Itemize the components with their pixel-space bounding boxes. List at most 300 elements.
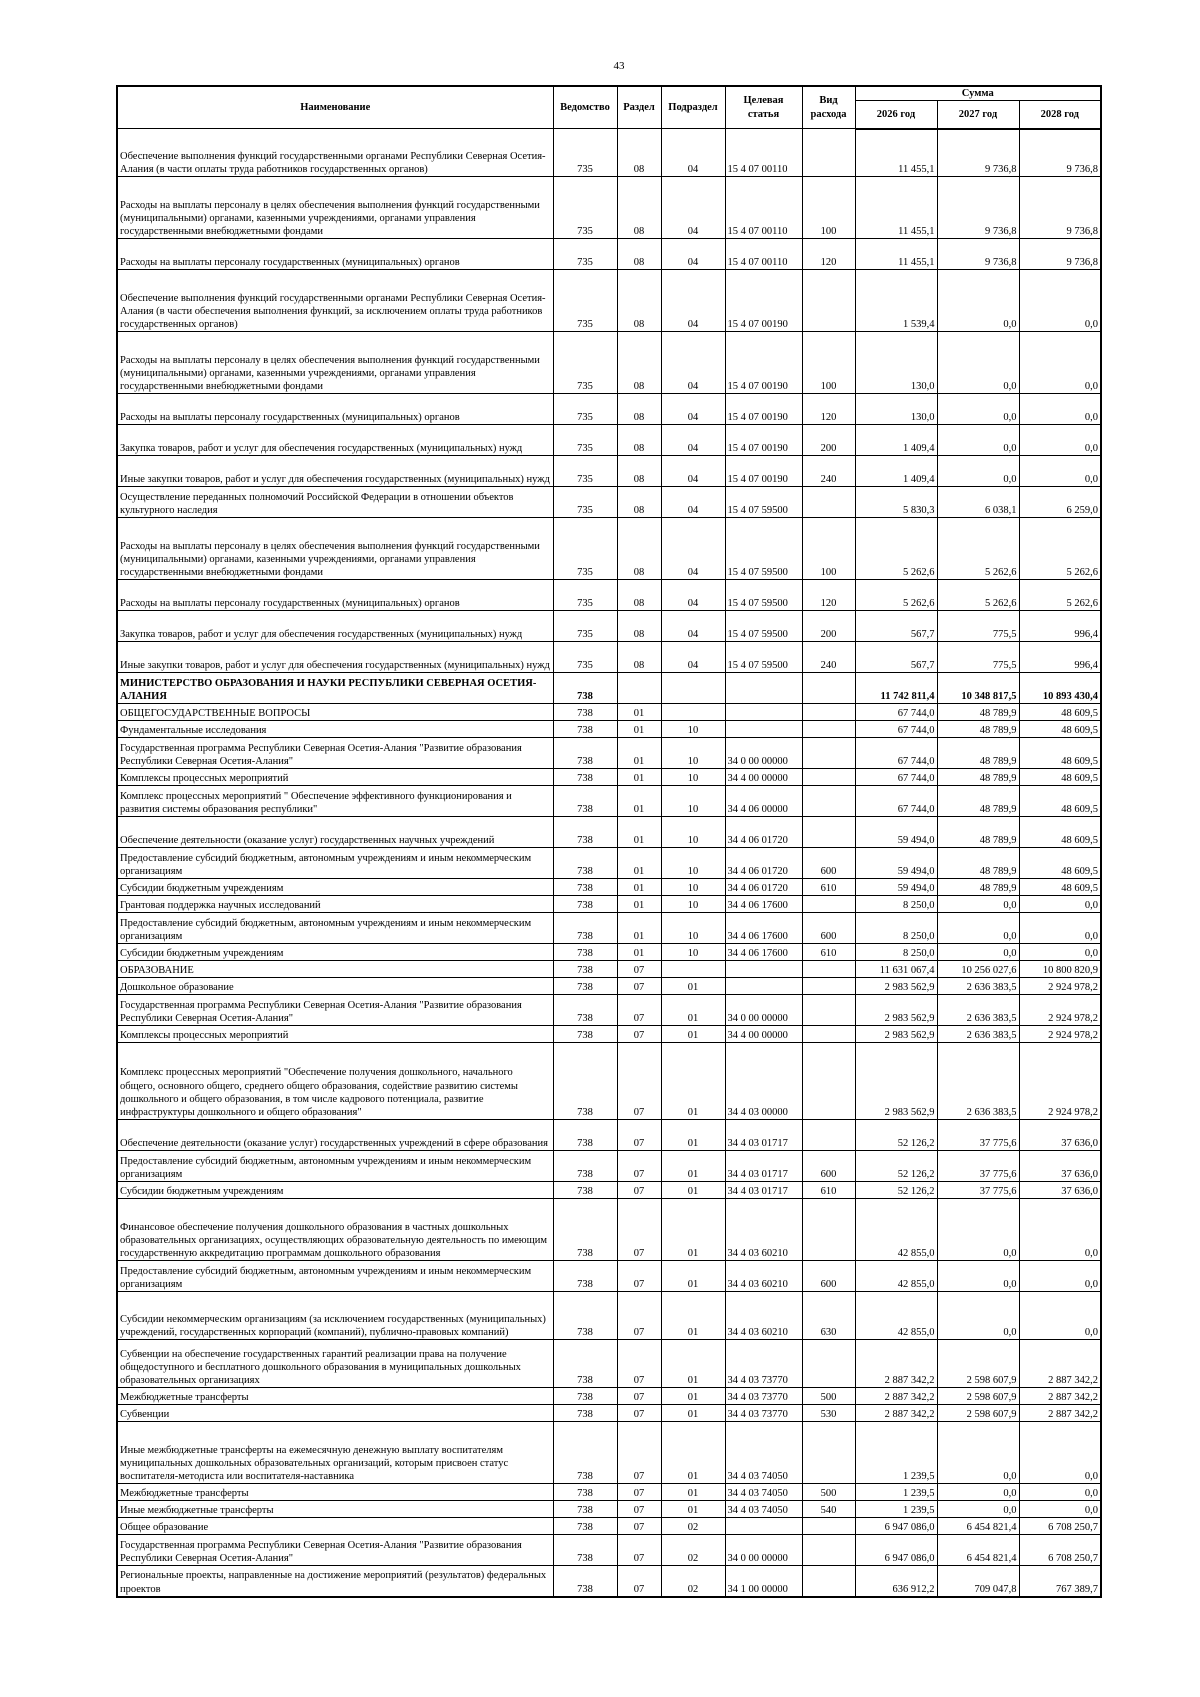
row-name: Комплекс процессных мероприятий "Обеспечение получения дошкольного, начального общего, основного общего, среднего общего образования, содействие развитию системы дошкольного и общего образования, в том числе кадрового потенциала, развитие инфраструктуры дошкольного и общего образования" [117, 1043, 553, 1120]
row-name: Предоставление субсидий бюджетным, автономным учреждениям и иным некоммерческим организациям [117, 913, 553, 944]
row-subsection: 04 [661, 642, 725, 673]
row-section [617, 673, 661, 704]
row-name: Общее образование [117, 1518, 553, 1535]
row-section: 07 [617, 978, 661, 995]
row-amount-2026: 67 744,0 [855, 704, 937, 721]
row-department: 738 [553, 1501, 617, 1518]
row-target-article [725, 1518, 802, 1535]
row-amount-2028: 0,0 [1019, 913, 1101, 944]
row-subsection: 04 [661, 394, 725, 425]
row-amount-2028: 6 708 250,7 [1019, 1518, 1101, 1535]
row-subsection: 04 [661, 239, 725, 270]
row-amount-2028: 0,0 [1019, 1422, 1101, 1484]
row-expense-type: 500 [802, 1388, 855, 1405]
row-expense-type [802, 978, 855, 995]
row-name: Финансовое обеспечение получения дошкольного образования в частных дошкольных образовательных организациях, осуществляющих образовательную деятельность по имеющим государственную аккредитацию программам дошкольного образования [117, 1199, 553, 1261]
row-amount-2027: 48 789,9 [937, 879, 1019, 896]
row-section: 07 [617, 961, 661, 978]
row-subsection: 01 [661, 1388, 725, 1405]
row-department: 738 [553, 817, 617, 848]
row-target-article [725, 978, 802, 995]
row-subsection: 01 [661, 1026, 725, 1043]
row-subsection: 01 [661, 1292, 725, 1340]
row-department: 735 [553, 425, 617, 456]
table-row [117, 995, 1101, 1026]
row-subsection: 10 [661, 944, 725, 961]
row-name: ОБРАЗОВАНИЕ [117, 961, 553, 978]
row-department: 735 [553, 580, 617, 611]
row-section: 01 [617, 944, 661, 961]
row-amount-2027: 0,0 [937, 1199, 1019, 1261]
row-amount-2026: 11 455,1 [855, 129, 937, 177]
table-row [117, 1292, 1101, 1340]
row-section: 08 [617, 425, 661, 456]
row-subsection: 04 [661, 270, 725, 332]
row-department: 738 [553, 1261, 617, 1292]
row-expense-type [802, 1518, 855, 1535]
row-expense-type [802, 1120, 855, 1151]
table-row [117, 1026, 1101, 1043]
row-amount-2027: 0,0 [937, 394, 1019, 425]
table-row [117, 1340, 1101, 1388]
row-name: МИНИСТЕРСТВО ОБРАЗОВАНИЯ И НАУКИ РЕСПУБЛИКИ СЕВЕРНАЯ ОСЕТИЯ-АЛАНИЯ [117, 673, 553, 704]
row-name: Предоставление субсидий бюджетным, автономным учреждениям и иным некоммерческим организациям [117, 1261, 553, 1292]
row-name: Осуществление переданных полномочий Российской Федерации в отношении объектов культурного наследия [117, 487, 553, 518]
row-subsection: 10 [661, 817, 725, 848]
row-target-article: 34 4 03 73770 [725, 1405, 802, 1422]
row-amount-2027: 48 789,9 [937, 769, 1019, 786]
row-section: 07 [617, 1422, 661, 1484]
row-amount-2028: 37 636,0 [1019, 1151, 1101, 1182]
row-amount-2027: 48 789,9 [937, 704, 1019, 721]
row-department: 738 [553, 961, 617, 978]
row-amount-2028: 0,0 [1019, 944, 1101, 961]
row-section: 07 [617, 1535, 661, 1566]
table-row [117, 1405, 1101, 1422]
table-row [117, 1484, 1101, 1501]
row-subsection: 01 [661, 1340, 725, 1388]
row-subsection: 01 [661, 1405, 725, 1422]
row-department: 738 [553, 1026, 617, 1043]
row-amount-2027: 775,5 [937, 642, 1019, 673]
row-department: 738 [553, 1340, 617, 1388]
row-amount-2026: 5 830,3 [855, 487, 937, 518]
row-amount-2026: 2 983 562,9 [855, 995, 937, 1026]
row-department: 738 [553, 1388, 617, 1405]
row-amount-2028: 2 887 342,2 [1019, 1340, 1101, 1388]
row-name: Предоставление субсидий бюджетным, автономным учреждениям и иным некоммерческим организациям [117, 848, 553, 879]
table-row [117, 978, 1101, 995]
table-header [117, 86, 1101, 129]
row-name: Субсидии бюджетным учреждениям [117, 1182, 553, 1199]
row-expense-type: 240 [802, 456, 855, 487]
row-amount-2028: 996,4 [1019, 611, 1101, 642]
row-amount-2027: 709 047,8 [937, 1566, 1019, 1597]
row-name: Межбюджетные трансферты [117, 1388, 553, 1405]
row-amount-2027: 0,0 [937, 332, 1019, 394]
row-name: Обеспечение выполнения функций государственными органами Республики Северная Осетия-Алания (в части оплаты труда работников государственных органов) [117, 129, 553, 177]
row-subsection [661, 673, 725, 704]
row-subsection: 04 [661, 611, 725, 642]
row-subsection: 01 [661, 1501, 725, 1518]
row-department: 738 [553, 1484, 617, 1501]
row-target-article: 34 4 03 00000 [725, 1043, 802, 1120]
row-subsection: 04 [661, 580, 725, 611]
row-expense-type: 530 [802, 1405, 855, 1422]
row-name: Обеспечение выполнения функций государственными органами Республики Северная Осетия-Алания (в части обеспечения выполнения функций, за исключением оплаты труда работников государственных органов) [117, 270, 553, 332]
row-amount-2028: 48 609,5 [1019, 786, 1101, 817]
row-department: 738 [553, 944, 617, 961]
row-target-article: 15 4 07 00190 [725, 270, 802, 332]
row-expense-type: 600 [802, 913, 855, 944]
row-target-article: 15 4 07 00110 [725, 177, 802, 239]
row-section: 07 [617, 1484, 661, 1501]
row-section: 07 [617, 995, 661, 1026]
row-expense-type [802, 270, 855, 332]
row-amount-2027: 0,0 [937, 1501, 1019, 1518]
row-section: 07 [617, 1405, 661, 1422]
table-row [117, 1199, 1101, 1261]
row-subsection: 10 [661, 913, 725, 944]
row-section: 01 [617, 913, 661, 944]
table-row [117, 1501, 1101, 1518]
row-subsection: 01 [661, 1120, 725, 1151]
row-name: Расходы на выплаты персоналу государственных (муниципальных) органов [117, 239, 553, 270]
row-subsection: 10 [661, 769, 725, 786]
row-expense-type [802, 1199, 855, 1261]
row-subsection: 04 [661, 177, 725, 239]
row-name: Иные закупки товаров, работ и услуг для обеспечения государственных (муниципальных) нужд [117, 456, 553, 487]
row-department: 738 [553, 1405, 617, 1422]
row-expense-type: 540 [802, 1501, 855, 1518]
row-expense-type [802, 1422, 855, 1484]
row-expense-type: 610 [802, 879, 855, 896]
row-department: 738 [553, 1535, 617, 1566]
row-subsection: 04 [661, 332, 725, 394]
table-row [117, 332, 1101, 394]
row-name: Субвенции на обеспечение государственных гарантий реализации права на получение общедоступного и бесплатного дошкольного образования в муниципальных дошкольных образовательных организациях [117, 1340, 553, 1388]
row-amount-2026: 130,0 [855, 332, 937, 394]
row-name: Дошкольное образование [117, 978, 553, 995]
row-target-article: 15 4 07 00190 [725, 456, 802, 487]
row-target-article: 34 4 03 60210 [725, 1292, 802, 1340]
row-target-article [725, 961, 802, 978]
row-amount-2026: 11 455,1 [855, 239, 937, 270]
row-department: 738 [553, 1043, 617, 1120]
row-target-article: 15 4 07 00190 [725, 394, 802, 425]
row-expense-type [802, 487, 855, 518]
row-department: 735 [553, 487, 617, 518]
row-amount-2028: 6 259,0 [1019, 487, 1101, 518]
row-department: 738 [553, 896, 617, 913]
row-name: Иные закупки товаров, работ и услуг для обеспечения государственных (муниципальных) нужд [117, 642, 553, 673]
row-department: 735 [553, 518, 617, 580]
table-row [117, 270, 1101, 332]
row-department: 738 [553, 673, 617, 704]
row-section: 07 [617, 1199, 661, 1261]
row-amount-2027: 5 262,6 [937, 580, 1019, 611]
row-name: Расходы на выплаты персоналу в целях обеспечения выполнения функций государственными (муниципальными) органами, казенными учреждениями, органами управления государственными внебюджетными фондами [117, 177, 553, 239]
row-amount-2027: 10 256 027,6 [937, 961, 1019, 978]
row-amount-2026: 6 947 086,0 [855, 1518, 937, 1535]
row-amount-2028: 48 609,5 [1019, 721, 1101, 738]
row-amount-2027: 9 736,8 [937, 239, 1019, 270]
table-row [117, 786, 1101, 817]
row-amount-2028: 37 636,0 [1019, 1182, 1101, 1199]
row-amount-2028: 6 708 250,7 [1019, 1535, 1101, 1566]
row-amount-2028: 48 609,5 [1019, 769, 1101, 786]
row-name: Расходы на выплаты персоналу в целях обеспечения выполнения функций государственными (муниципальными) органами, казенными учреждениями, органами управления государственными внебюджетными фондами [117, 332, 553, 394]
row-amount-2026: 636 912,2 [855, 1566, 937, 1597]
row-name: ОБЩЕГОСУДАРСТВЕННЫЕ ВОПРОСЫ [117, 704, 553, 721]
row-target-article: 15 4 07 00190 [725, 332, 802, 394]
row-section: 08 [617, 239, 661, 270]
row-expense-type: 600 [802, 1151, 855, 1182]
table-row [117, 642, 1101, 673]
row-section: 01 [617, 848, 661, 879]
row-target-article: 34 4 03 01717 [725, 1151, 802, 1182]
row-amount-2028: 2 924 978,2 [1019, 995, 1101, 1026]
row-amount-2026: 2 887 342,2 [855, 1340, 937, 1388]
row-target-article: 34 4 03 60210 [725, 1261, 802, 1292]
row-department: 735 [553, 642, 617, 673]
row-target-article: 34 4 00 00000 [725, 1026, 802, 1043]
row-amount-2028: 0,0 [1019, 1292, 1101, 1340]
row-section: 01 [617, 738, 661, 769]
row-amount-2028: 0,0 [1019, 1501, 1101, 1518]
table-row [117, 848, 1101, 879]
row-department: 738 [553, 1182, 617, 1199]
row-expense-type: 200 [802, 611, 855, 642]
header-year-2027: 2027 год [937, 101, 1019, 129]
row-name: Государственная программа Республики Северная Осетия-Алания "Развитие образования Республики Северная Осетия-Алания" [117, 738, 553, 769]
row-expense-type [802, 786, 855, 817]
row-amount-2027: 0,0 [937, 1292, 1019, 1340]
row-subsection: 01 [661, 1422, 725, 1484]
row-expense-type [802, 1566, 855, 1597]
row-name: Обеспечение деятельности (оказание услуг) государственных учреждений в сфере образования [117, 1120, 553, 1151]
row-expense-type [802, 961, 855, 978]
row-amount-2028: 0,0 [1019, 332, 1101, 394]
row-target-article: 34 4 06 01720 [725, 879, 802, 896]
row-amount-2026: 1 239,5 [855, 1501, 937, 1518]
row-amount-2027: 2 636 383,5 [937, 1043, 1019, 1120]
row-amount-2027: 0,0 [937, 913, 1019, 944]
row-target-article: 34 4 03 73770 [725, 1340, 802, 1388]
row-amount-2027: 2 598 607,9 [937, 1405, 1019, 1422]
header-target-article: Целевая статья [725, 86, 802, 129]
row-department: 738 [553, 1566, 617, 1597]
table-row [117, 394, 1101, 425]
row-amount-2027: 48 789,9 [937, 786, 1019, 817]
table-row [117, 961, 1101, 978]
row-department: 735 [553, 394, 617, 425]
row-amount-2026: 11 631 067,4 [855, 961, 937, 978]
row-expense-type [802, 1535, 855, 1566]
row-amount-2026: 1 239,5 [855, 1484, 937, 1501]
row-subsection [661, 961, 725, 978]
page-number: 43 [613, 60, 625, 72]
row-amount-2026: 59 494,0 [855, 817, 937, 848]
header-sum: Сумма [855, 86, 1101, 101]
row-name: Комплекс процессных мероприятий " Обеспечение эффективного функционирования и развития системы образования республики" [117, 786, 553, 817]
row-expense-type: 120 [802, 580, 855, 611]
row-amount-2026: 8 250,0 [855, 913, 937, 944]
row-amount-2027: 0,0 [937, 1261, 1019, 1292]
header-expense-type: Вид расхода [802, 86, 855, 129]
table-row [117, 817, 1101, 848]
row-target-article: 34 4 03 74050 [725, 1484, 802, 1501]
row-amount-2028: 2 924 978,2 [1019, 1026, 1101, 1043]
row-section: 08 [617, 456, 661, 487]
row-expense-type: 100 [802, 518, 855, 580]
row-target-article: 34 4 00 00000 [725, 769, 802, 786]
row-target-article: 34 4 03 01717 [725, 1182, 802, 1199]
row-subsection: 04 [661, 425, 725, 456]
row-department: 735 [553, 270, 617, 332]
row-section: 01 [617, 704, 661, 721]
row-amount-2028: 0,0 [1019, 896, 1101, 913]
row-section: 01 [617, 769, 661, 786]
row-amount-2028: 0,0 [1019, 425, 1101, 456]
row-amount-2027: 9 736,8 [937, 129, 1019, 177]
table-row [117, 896, 1101, 913]
row-section: 08 [617, 487, 661, 518]
row-expense-type [802, 1026, 855, 1043]
row-name: Расходы на выплаты персоналу в целях обеспечения выполнения функций государственными (муниципальными) органами, казенными учреждениями, органами управления государственными внебюджетными фондами [117, 518, 553, 580]
row-amount-2027: 0,0 [937, 1422, 1019, 1484]
table-row [117, 1422, 1101, 1484]
row-amount-2028: 9 736,8 [1019, 177, 1101, 239]
row-amount-2027: 37 775,6 [937, 1182, 1019, 1199]
row-amount-2028: 0,0 [1019, 270, 1101, 332]
row-name: Субсидии некоммерческим организациям (за исключением государственных (муниципальных) учреждений, государственных корпораций (компаний), публично-правовых компаний) [117, 1292, 553, 1340]
row-amount-2027: 6 454 821,4 [937, 1535, 1019, 1566]
row-amount-2026: 11 742 811,4 [855, 673, 937, 704]
row-section: 08 [617, 580, 661, 611]
row-target-article [725, 673, 802, 704]
row-amount-2026: 8 250,0 [855, 896, 937, 913]
row-target-article: 34 0 00 00000 [725, 1535, 802, 1566]
row-amount-2026: 52 126,2 [855, 1182, 937, 1199]
row-expense-type: 120 [802, 394, 855, 425]
row-amount-2026: 42 855,0 [855, 1292, 937, 1340]
row-section: 08 [617, 129, 661, 177]
row-amount-2026: 67 744,0 [855, 721, 937, 738]
row-subsection: 10 [661, 879, 725, 896]
row-department: 738 [553, 1151, 617, 1182]
row-amount-2028: 2 887 342,2 [1019, 1405, 1101, 1422]
row-name: Региональные проекты, направленные на достижение мероприятий (результатов) федеральных проектов [117, 1566, 553, 1597]
row-section: 07 [617, 1151, 661, 1182]
row-department: 738 [553, 978, 617, 995]
row-name: Предоставление субсидий бюджетным, автономным учреждениям и иным некоммерческим организациям [117, 1151, 553, 1182]
row-amount-2026: 52 126,2 [855, 1151, 937, 1182]
row-department: 738 [553, 721, 617, 738]
row-name: Расходы на выплаты персоналу государственных (муниципальных) органов [117, 394, 553, 425]
row-target-article: 34 4 03 74050 [725, 1422, 802, 1484]
row-amount-2027: 2 636 383,5 [937, 1026, 1019, 1043]
row-expense-type: 610 [802, 1182, 855, 1199]
row-subsection: 01 [661, 995, 725, 1026]
row-subsection: 02 [661, 1518, 725, 1535]
row-expense-type [802, 1340, 855, 1388]
row-amount-2026: 5 262,6 [855, 518, 937, 580]
row-name: Расходы на выплаты персоналу государственных (муниципальных) органов [117, 580, 553, 611]
row-amount-2028: 5 262,6 [1019, 518, 1101, 580]
row-amount-2027: 775,5 [937, 611, 1019, 642]
row-subsection: 10 [661, 721, 725, 738]
row-subsection: 04 [661, 129, 725, 177]
row-amount-2026: 52 126,2 [855, 1120, 937, 1151]
row-department: 738 [553, 704, 617, 721]
row-target-article: 34 4 06 01720 [725, 817, 802, 848]
row-department: 738 [553, 786, 617, 817]
row-department: 735 [553, 456, 617, 487]
row-amount-2027: 2 598 607,9 [937, 1388, 1019, 1405]
row-amount-2026: 1 409,4 [855, 456, 937, 487]
row-amount-2027: 6 454 821,4 [937, 1518, 1019, 1535]
row-amount-2027: 9 736,8 [937, 177, 1019, 239]
row-subsection [661, 704, 725, 721]
row-target-article: 34 4 03 01717 [725, 1120, 802, 1151]
row-amount-2028: 0,0 [1019, 1261, 1101, 1292]
row-section: 08 [617, 518, 661, 580]
row-department: 738 [553, 1292, 617, 1340]
row-expense-type [802, 704, 855, 721]
row-name: Государственная программа Республики Северная Осетия-Алания "Развитие образования Республики Северная Осетия-Алания" [117, 995, 553, 1026]
row-target-article: 34 4 03 60210 [725, 1199, 802, 1261]
row-amount-2026: 67 744,0 [855, 738, 937, 769]
row-target-article: 34 4 03 74050 [725, 1501, 802, 1518]
row-amount-2027: 2 598 607,9 [937, 1340, 1019, 1388]
row-department: 738 [553, 913, 617, 944]
table-row [117, 1261, 1101, 1292]
row-target-article: 15 4 07 59500 [725, 642, 802, 673]
row-target-article: 34 4 06 17600 [725, 896, 802, 913]
row-amount-2026: 42 855,0 [855, 1261, 937, 1292]
row-expense-type: 600 [802, 848, 855, 879]
row-name: Обеспечение деятельности (оказание услуг) государственных научных учреждений [117, 817, 553, 848]
row-amount-2027: 0,0 [937, 944, 1019, 961]
row-target-article: 15 4 07 00110 [725, 129, 802, 177]
row-target-article: 15 4 07 59500 [725, 487, 802, 518]
row-department: 738 [553, 769, 617, 786]
row-section: 08 [617, 270, 661, 332]
row-department: 738 [553, 995, 617, 1026]
table-row [117, 129, 1101, 177]
row-department: 735 [553, 332, 617, 394]
row-amount-2028: 2 887 342,2 [1019, 1388, 1101, 1405]
table-row [117, 1566, 1101, 1597]
row-section: 08 [617, 394, 661, 425]
row-name: Субсидии бюджетным учреждениям [117, 944, 553, 961]
row-amount-2026: 8 250,0 [855, 944, 937, 961]
table-row [117, 721, 1101, 738]
row-amount-2026: 59 494,0 [855, 848, 937, 879]
row-section: 07 [617, 1026, 661, 1043]
row-amount-2026: 1 239,5 [855, 1422, 937, 1484]
row-department: 738 [553, 1120, 617, 1151]
row-amount-2026: 2 887 342,2 [855, 1405, 937, 1422]
row-subsection: 10 [661, 738, 725, 769]
row-amount-2028: 48 609,5 [1019, 848, 1101, 879]
row-amount-2028: 0,0 [1019, 1484, 1101, 1501]
row-target-article: 34 4 06 00000 [725, 786, 802, 817]
row-amount-2027: 37 775,6 [937, 1120, 1019, 1151]
row-amount-2026: 67 744,0 [855, 769, 937, 786]
table-row [117, 425, 1101, 456]
